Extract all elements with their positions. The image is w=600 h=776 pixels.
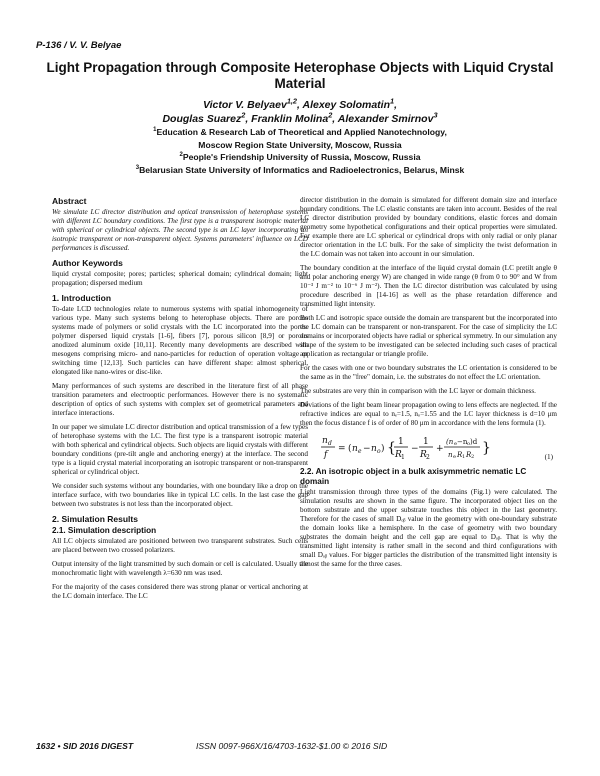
affiliation — [40, 164, 560, 177]
svg-text:+: + — [436, 444, 444, 454]
paragraph: director distribution in the domain is simulated for different domain size and interface boundary conditions. The LC elastic constants are taken into account. Besides of the real LC director distribution provided by boundary conditions, elastic forces and domain geometry some hypothetical configurations and their optical properties were simulated. For example there are LC spherical or cylindrical drops with only radial or only planar director orientation in the LC bulk. For the sake of simplicity the twist deformation in the LC domain was not taken into account in our simulation. — [300, 196, 557, 258]
svg-text:e: e — [454, 441, 457, 447]
svg-text:}: } — [482, 440, 491, 456]
svg-text:−: − — [363, 444, 371, 454]
author-name: Douglas Suarez — [162, 113, 242, 125]
svg-text:−n: −n — [457, 438, 468, 446]
paper-title: Light Propagation through Composite Heterophase Objects with Liquid Crystal Material — [46, 60, 554, 91]
svg-text:n: n — [448, 451, 453, 459]
footer-issn: ISSN 0097-966X/16/4703-1632-$1.00 © 2016 SID — [196, 741, 388, 751]
svg-text:f: f — [324, 450, 328, 460]
paragraph: In our paper we simulate LC director distribution and optical transmission of a few types of heterophase systems with the LC. The first type is a transparent isotropic material with both spherical and cylindrical objects. Such objects are liquid crystals with different boundary conditions (pre-tilt angle and anchoring energy) at the interface. The second type is a liquid crystal material incorporating an isotropic transparent or non-transparent spherical or cylindrical object. — [52, 423, 308, 476]
svg-text:{: { — [387, 440, 396, 456]
svg-text:1: 1 — [398, 437, 404, 447]
paragraph: Light transmission through three types of the domains (Fig.1) were calculated. The simulation results are shown in the same figure. The incorporated object lies on the bottom substrate and the upper substrate touches this object in the last geometry. Therefore for the cases of small Dₒᵦ value in the geometry with one-boundary substrate the domain looks like a hemisphere. In the case of geometry with two boundary substrates the domain height and the cell gap are equal to Dₒᵦ. That is why the transmitted light intensity is rather small in the second and third configurations with small Dₒᵦ values. For bigger particles the distribution of the transmitted light intensity is almost the same for the three cases. — [300, 488, 557, 568]
author-line-1: Victor V. Belyaev$^{1,2}$, Alexey Solomatin$^1$, — [202, 96, 398, 111]
author-line-2: Douglas Suarez$^2$, Franklin Molina$^2$, Alexander Smirnov$^3$ — [162, 110, 438, 125]
lens-formula-image — [320, 433, 520, 463]
svg-text:2: 2 — [426, 454, 430, 461]
lens-formula — [300, 433, 557, 463]
svg-text:R: R — [457, 451, 463, 459]
svg-text:e: e — [453, 454, 456, 460]
svg-text:2: 2 — [471, 454, 475, 460]
svg-text:1: 1 — [462, 454, 466, 460]
affiliation-text: People's Friendship University of Russia, Moscow, Russia — [182, 152, 421, 162]
svg-text:d: d — [328, 440, 332, 447]
keywords-text: liquid crystal composite; pores; particles; spherical domain; cylindrical domain; light propagation; dispersed medium — [52, 270, 308, 287]
author-name: Victor V. Belyaev — [202, 99, 287, 111]
svg-text:o: o — [467, 441, 471, 447]
affiliation-text: Belarusian State University of Informatics and Radioelectronics, Belarus, Minsk — [139, 164, 465, 175]
running-head: P-136 / V. V. Belyae — [36, 40, 122, 51]
svg-text:−: − — [411, 444, 419, 454]
simulation-results-heading: 2. Simulation Results — [52, 514, 138, 524]
svg-text:1: 1 — [423, 437, 429, 447]
introduction-heading: 1. Introduction — [52, 293, 112, 303]
author-name: Alexander Smirnov — [337, 113, 434, 125]
svg-text:1: 1 — [401, 454, 405, 461]
svg-text:n: n — [322, 436, 328, 446]
paragraph: The substrates are very thin in comparison with the LC layer or domain thickness. — [300, 387, 536, 395]
affiliation-mark: 2 — [179, 152, 183, 159]
affiliation-mark: 3 — [135, 164, 140, 171]
affiliation — [40, 139, 560, 152]
paragraph: For the cases with one or two boundary substrates the LC orientation is considered to be the same as in the "free" domain, i.e. the substrates do not effect the LC orientation. — [300, 364, 557, 381]
page-footer — [36, 741, 566, 751]
svg-text:R: R — [395, 450, 402, 460]
paragraph: To-date LCD technologies relate to numerous systems with spatial inhomogeneity of various type. Many such systems belong to heterophase objects. There are porous systems made of polymers or solid crystals with the LC incorporated into the pores: polymer dispersed liquid crystals [1-6], fibers [7], porous silicon [8,9] or porous anodized aluminum oxide [10,11]. Recently many developments are described with mesogens comprising micro- and nano-particles for reduction of operation voltage or switching time [12,13]. Such particles can have different shape: almost spherical, elongated like nano-wires or disc-like. — [52, 305, 308, 376]
keywords-heading: Author Keywords — [52, 258, 123, 268]
svg-text:n: n — [352, 444, 358, 454]
svg-text:n: n — [371, 444, 377, 454]
equation-number: (1) — [544, 453, 553, 461]
svg-text:R: R — [420, 450, 427, 460]
paragraph: The boundary condition at the interface of the liquid crystal domain (LC pretilt angle θ and polar anchoring energy W) are changed in wide range (θ from 0 to 90° and W from 10⁻³ J m⁻² to 10⁻⁶ J m⁻²). Then the LC director distribution was calculated by using procedure described in [14-16] as well as the phase retardation difference and transmitted light intensity. — [300, 264, 557, 308]
paragraph: Both LC and isotropic space outside the domain are transparent but the incorporated into the LC domain can be transparent or non-transparent. For the case of simplicity the LC domains or incorporated objects have radial or spherical symmetry. In our simulation any shape of the system to be investigated can be selected including such cases of practical application as rectangular or triangle profile. — [300, 314, 557, 358]
paragraph: All LC objects simulated are positioned between two transparent substrates. Such cells are placed between two crossed polarizers. — [52, 537, 308, 554]
paragraph: Output intensity of the light transmitted by such domain or cell is calculated. Usually the monochromatic light with wavelength λ=630 nm was used. — [52, 560, 308, 577]
author-name: Alexey Solomatin — [302, 99, 391, 111]
paragraph: For the majority of the cases considered there was strong planar or vertical anchoring at the LC domain interface. The LC — [52, 583, 308, 600]
author-affil-mark: 2 — [328, 110, 333, 120]
svg-text:=: = — [338, 444, 346, 454]
paragraph: Many performances of such systems are described in the literature first of all phase transition parameters and electrooptic performances. However there is no systematic description of optics of such systems with complex set of geometrical parameters and interface interactions. — [52, 382, 308, 417]
svg-text:o: o — [377, 448, 381, 455]
affiliation-mark: 1 — [153, 127, 157, 134]
affiliation — [40, 126, 560, 139]
paragraph: We consider such systems without any boundaries, with one boundary like a drop on the interface surface, with two boundaries like in typical LC cells. In the last case the gap between two substrates is not less than the incorporated object. — [52, 482, 308, 508]
author-affil-mark: 3 — [433, 110, 438, 120]
affiliation-text: Education & Research Lab of Theoretical and Applied Nanotechnology, — [156, 127, 447, 137]
author-name: Franklin Molina — [251, 113, 329, 125]
svg-text:(: ( — [348, 444, 352, 454]
affiliation — [40, 151, 560, 164]
paragraph: Deviations of the light beam linear propagation owing to lens effects are neglected. If the refractive indices are equal to nₑ=1.5, nₒ=1.55 and the LC layer thickness is d=10 μm then the focus distance f is of order of 80 μm in accordance with the lens formula (1). — [300, 401, 557, 427]
affiliation-text: Moscow Region State University, Moscow, Russia — [198, 139, 402, 150]
svg-text:)d: )d — [470, 438, 478, 446]
svg-text:e: e — [358, 448, 362, 455]
svg-text:R: R — [466, 451, 472, 459]
simulation-description-heading: 2.1. Simulation description — [52, 526, 157, 535]
footer-page-info: 1632 • SID 2016 DIGEST — [36, 741, 134, 751]
affiliation-list — [40, 126, 560, 176]
author-affil-mark: 2 — [241, 110, 246, 120]
left-column — [52, 196, 308, 606]
right-column — [300, 196, 557, 574]
author-affil-mark: 1,2 — [286, 96, 298, 106]
author-list — [40, 98, 560, 126]
section-2-2-heading: 2.2. An isotropic object in a bulk axisymmetric nematic LC domain — [300, 467, 527, 486]
author-affil-mark: 1 — [390, 96, 395, 106]
abstract-heading: Abstract — [52, 196, 87, 206]
svg-text:(n: (n — [446, 438, 454, 446]
abstract-text: We simulate LC director distribution and optical transmission of heterophase systems with different LC boundary conditions. The first type is a transparent isotropic material with spherical or cylindrical objects. The second type is an LC layer incorporating an isotropic transparent or non-transparent object. Systems parameters' influence on LCD performances is discussed. — [52, 208, 308, 252]
svg-text:): ) — [381, 444, 385, 454]
